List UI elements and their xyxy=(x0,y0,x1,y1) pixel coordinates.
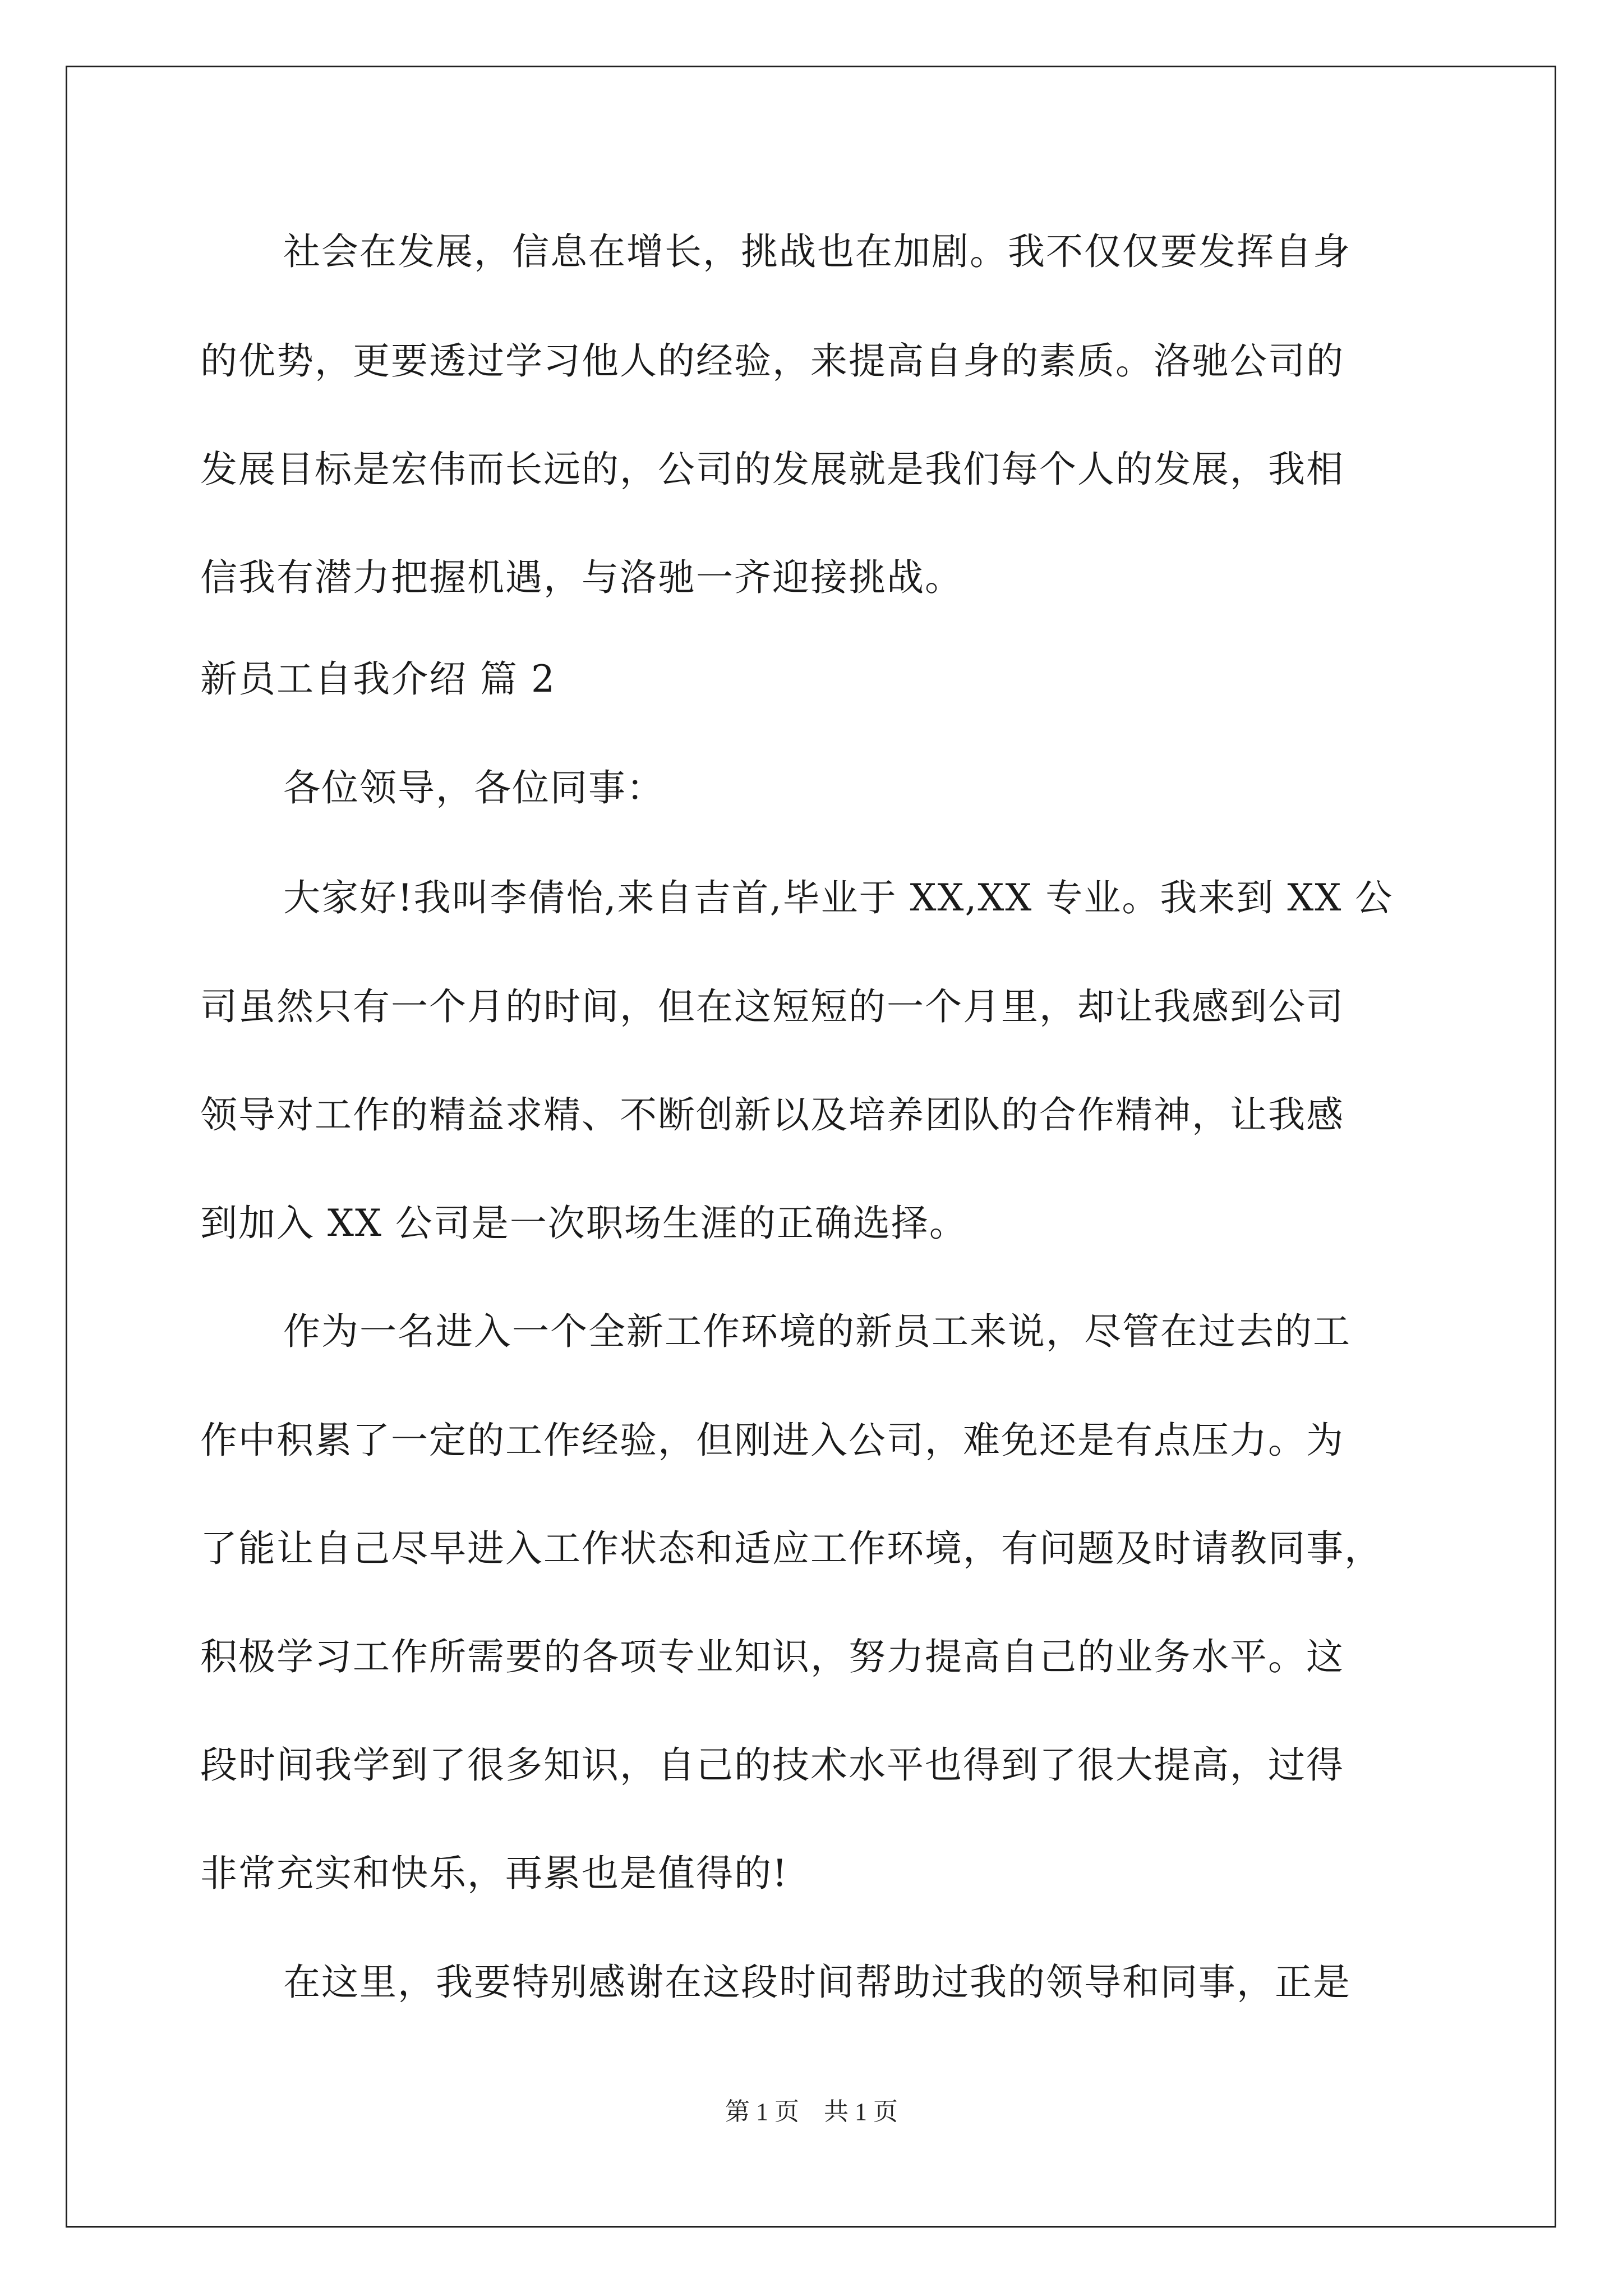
paragraph-line: 作为一名进入一个全新工作环境的新员工来说，尽管在过去的工 xyxy=(283,1310,1351,1353)
paragraph-line: 信我有潜力把握机遇，与洛驰一齐迎接挑战。 xyxy=(200,556,963,599)
paragraph-line: 大家好!我叫李倩怡,来自吉首,毕业于 XX,XX 专业。我来到 XX 公 xyxy=(283,876,1394,919)
paragraph-line: 非常充实和快乐，再累也是值得的! xyxy=(200,1852,789,1895)
salutation: 各位领导，各位同事： xyxy=(283,766,665,809)
paragraph-line: 领导对工作的精益求精、不断创新以及培养团队的合作精神，让我感 xyxy=(200,1093,1344,1137)
paragraph-line: 司虽然只有一个月的时间，但在这短短的一个月里，却让我感到公司 xyxy=(200,985,1344,1028)
paragraph-line: 在这里，我要特别感谢在这段时间帮助过我的领导和同事，正是 xyxy=(283,1961,1351,2004)
paragraph-line: 发展目标是宏伟而长远的，公司的发展就是我们每个人的发展，我相 xyxy=(200,448,1344,491)
paragraph-line: 段时间我学到了很多知识，自己的技术水平也得到了很大提高，过得 xyxy=(200,1743,1344,1787)
paragraph-line: 到加入 XX 公司是一次职场生涯的正确选择。 xyxy=(200,1202,967,1245)
paragraph-line: 的优势，更要透过学习他人的经验，来提高自身的素质。洛驰公司的 xyxy=(200,339,1344,383)
paragraph-line: 了能让自己尽早进入工作状态和适应工作环境，有问题及时请教同事， xyxy=(200,1527,1382,1570)
page-border xyxy=(66,66,1556,2228)
section-heading: 新员工自我介绍 篇 2 xyxy=(200,657,556,701)
paragraph-line: 作中积累了一定的工作经验，但刚进入公司，难免还是有点压力。为 xyxy=(200,1419,1344,1462)
paragraph-line: 社会在发展，信息在增长，挑战也在加剧。我不仅仅要发挥自身 xyxy=(283,230,1351,273)
page-number-footer: 第 1 页 共 1 页 xyxy=(725,2098,898,2125)
paragraph-line: 积极学习工作所需要的各项专业知识，努力提高自己的业务水平。这 xyxy=(200,1635,1344,1678)
